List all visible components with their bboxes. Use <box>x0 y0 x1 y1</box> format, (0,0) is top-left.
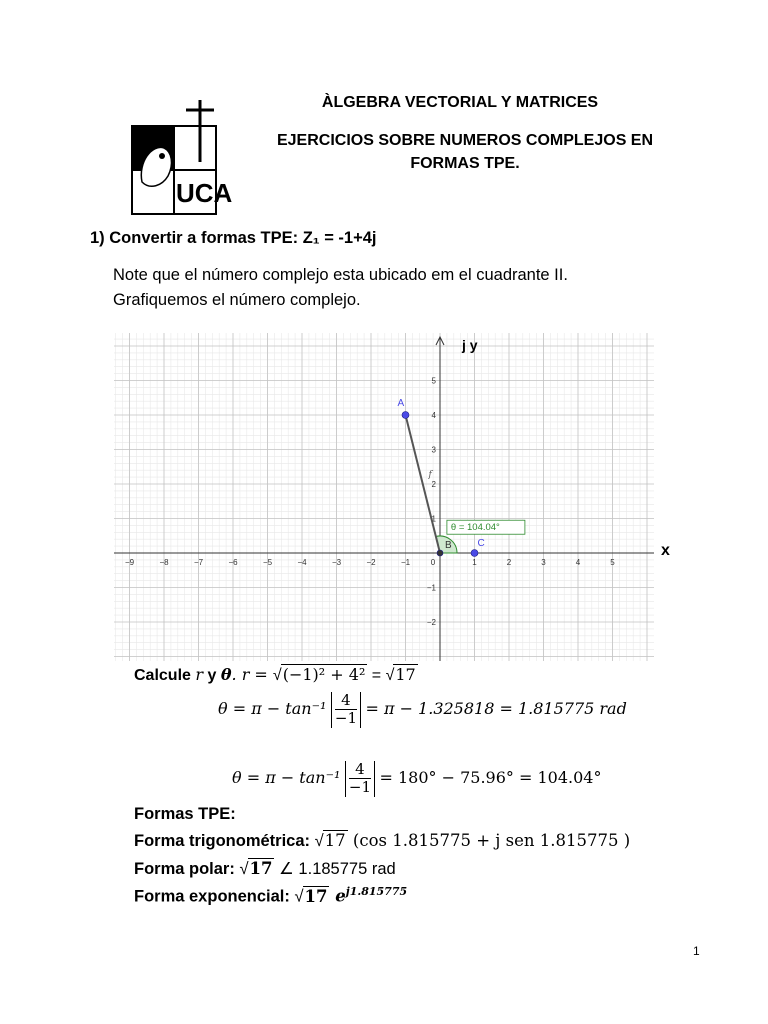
x-tick-label: −9 <box>124 558 135 567</box>
trig-expr: (cos 1.815775 + j sen 1.815775 ) <box>347 831 631 850</box>
x-tick-label: −1 <box>400 558 411 567</box>
polar-expr: ∠ 1.185775 rad <box>274 860 396 878</box>
trig-form-line: Forma trigonométrica: √17 (cos 1.815775 + j sen 1.815775 ) <box>134 831 631 850</box>
polar-radicand: 17 <box>249 859 273 878</box>
y-tick-label: 3 <box>431 445 436 455</box>
page-number: 1 <box>693 944 700 958</box>
exp-label: Forma exponencial: <box>134 887 290 906</box>
x-tick-label: 3 <box>541 558 546 567</box>
subtitle-line1: EJERCICIOS SOBRE NUMEROS COMPLEJOS EN <box>276 132 654 149</box>
x-tick-label: 2 <box>506 558 512 567</box>
graph-background <box>114 333 654 661</box>
abs-fraction-1 <box>331 692 361 728</box>
complex-plane-graph <box>114 333 654 661</box>
y-axis-label: j y <box>462 337 478 353</box>
polar-label: Forma polar: <box>134 860 235 878</box>
exp-base: e <box>329 886 346 906</box>
point-label-b: B <box>445 540 452 551</box>
x-tick-label: −8 <box>159 558 169 567</box>
frac-den-1: −1 <box>334 709 358 727</box>
r-radicand: (−1)² + 4² <box>282 665 366 684</box>
frac-num-2: 4 <box>349 761 371 779</box>
exp-power: j1.815775 <box>345 885 408 898</box>
x-tick-label: −4 <box>297 558 307 567</box>
r-expr-left: . r = <box>231 665 273 684</box>
trig-label: Forma trigonométrica: <box>134 832 311 850</box>
theta-deg-right: = 180° − 75.96° = 104.04° <box>379 768 602 788</box>
forms-title: Formas TPE: <box>134 805 236 823</box>
point-label-c: C <box>477 538 485 549</box>
course-title: ÀLGEBRA VECTORIAL Y MATRICES <box>321 94 599 111</box>
r-equals: = <box>367 667 386 684</box>
x-tick-label: −3 <box>331 558 342 567</box>
x-axis-label: x <box>661 542 670 559</box>
exp-form-line: Forma exponencial: √17 $e^{j1.815775}$ <box>134 885 408 906</box>
x-tick-label: 1 <box>472 558 477 567</box>
y-tick-label: 2 <box>431 480 436 489</box>
abs-fraction-2 <box>345 761 375 797</box>
y-tick-label: 5 <box>431 376 436 386</box>
segment-label: f <box>428 470 432 481</box>
x-tick-label: 5 <box>610 558 615 567</box>
y-tick-label: −1 <box>426 583 436 593</box>
y-word: y <box>207 667 217 684</box>
theta-rad-line <box>218 692 627 728</box>
x-tick-label: −5 <box>262 558 273 567</box>
note-line1: Note que el número complejo esta ubicado em el cuadrante II. <box>113 266 568 284</box>
angle-label: θ = 104.04° <box>450 522 500 534</box>
y-tick-label: 4 <box>431 411 436 420</box>
exp-radicand: 17 <box>304 886 328 906</box>
point-label-a: A <box>397 398 405 409</box>
uca-logo <box>128 92 233 218</box>
frac-den-2: −1 <box>348 778 372 796</box>
logo-text: UCA <box>176 178 233 208</box>
calc-r-line: Calcule r y θ. r = √(−1)² + 4² = √17 <box>134 665 416 684</box>
theta-rad-right: = π − 1.325818 = 1.815775 rad <box>365 699 627 719</box>
r-result: 17 <box>395 665 416 684</box>
problem-heading: 1) Convertir a formas TPE: Z₁ = -1+4j <box>90 229 377 247</box>
polar-form-line: Forma polar: √17 ∠ 1.185775 rad <box>134 859 396 878</box>
frac-num-1: 4 <box>335 692 357 710</box>
x-tick-label: −6 <box>228 558 238 567</box>
x-tick-label: −2 <box>366 558 376 567</box>
theta-deg-line <box>232 761 601 797</box>
trig-radicand: 17 <box>324 831 346 850</box>
point-b <box>437 550 443 556</box>
point-a <box>402 412 409 419</box>
theta-deg-left: θ = π − tan⁻¹ <box>232 768 341 788</box>
y-tick-label: −2 <box>426 618 436 627</box>
x-tick-label: 0 <box>430 558 436 567</box>
theta-rad-left: θ = π − tan⁻¹ <box>218 699 327 719</box>
y-tick-label: 1 <box>431 514 436 524</box>
calc-label: Calcule <box>134 667 191 684</box>
theta-symbol: θ <box>220 665 232 684</box>
r-symbol: r <box>195 665 204 684</box>
point-c <box>471 550 478 557</box>
x-tick-label: −7 <box>193 558 204 567</box>
subtitle-line2: FORMAS TPE. <box>410 155 520 172</box>
x-tick-label: 4 <box>575 558 581 567</box>
note-line2: Grafiquemos el número complejo. <box>113 291 361 309</box>
